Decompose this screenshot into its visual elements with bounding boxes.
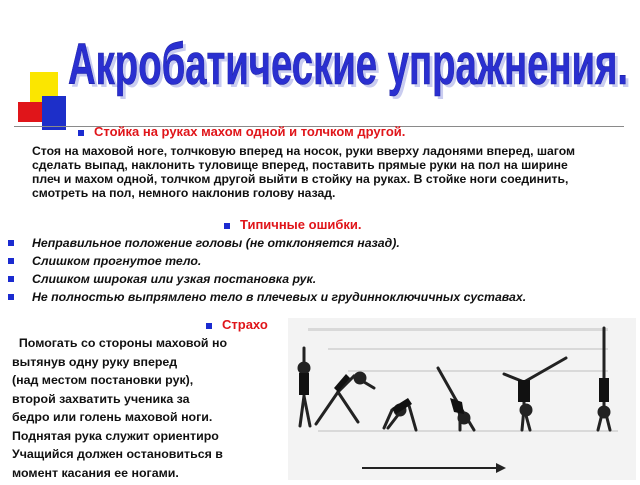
list-item-text: Неправильное положение головы (не отклоняется назад). bbox=[32, 236, 400, 250]
belay-line: (над местом постановки рук), bbox=[12, 373, 194, 387]
belay-line: второй захватить ученика за bbox=[12, 391, 190, 406]
belay-description bbox=[12, 334, 302, 482]
handstand-description: Стоя на маховой ноге, толчковую вперед на носок, руки вверху ладонями вперед, шагом сделать выпад, наклонить туловище вперед, поставить прямые руки на пол на ширине плеч и махом одной, толчком другой выйти в стойку на руках. В стойке ноги соединить, смотреть на пол, немного наклонив голову назад. bbox=[32, 144, 576, 200]
handstand-heading-text: Стойка на руках махом одной и толчком другой. bbox=[94, 124, 406, 139]
list-item bbox=[8, 272, 608, 286]
errors-heading bbox=[224, 217, 362, 232]
belay-line: момент касания ее ногами. bbox=[12, 465, 179, 480]
errors-heading-text: Типичные ошибки. bbox=[240, 217, 362, 232]
bullet-square-icon bbox=[224, 223, 230, 229]
list-item-text: Не полностью выпрямлено тело в плечевых и грудинноключичных суставах. bbox=[32, 290, 527, 304]
list-item-text: Слишком прогнутое тело. bbox=[32, 254, 202, 268]
belay-heading-text: Страхо bbox=[222, 317, 268, 332]
belay-line: Помогать со стороны маховой но bbox=[12, 336, 228, 350]
bullet-square-icon bbox=[8, 276, 14, 282]
belay-line: Поднятая рука служит ориентиро bbox=[12, 428, 219, 443]
slide-title bbox=[60, 6, 636, 106]
belay-line: Учащийся должен остановиться в bbox=[12, 447, 223, 461]
list-item bbox=[8, 236, 608, 250]
title-text: Акробатические упражнения. bbox=[68, 32, 628, 97]
belay-line: бедро или голень маховой ноги. bbox=[12, 410, 213, 424]
list-item bbox=[8, 254, 608, 268]
belay-line: вытянув одну руку вперед bbox=[12, 354, 178, 369]
bullet-square-icon bbox=[8, 240, 14, 246]
handstand-heading bbox=[78, 124, 405, 139]
belay-heading bbox=[206, 317, 268, 332]
list-item-text: Слишком широкая или узкая постановка рук. bbox=[32, 272, 317, 286]
handstand-sequence-illustration bbox=[288, 318, 636, 480]
bullet-square-icon bbox=[78, 130, 84, 136]
list-item bbox=[8, 290, 608, 304]
bullet-square-icon bbox=[206, 323, 212, 329]
errors-list bbox=[8, 236, 608, 308]
title-shadow: Акробатические упражнения. bbox=[71, 35, 631, 100]
bullet-square-icon bbox=[8, 258, 14, 264]
bullet-square-icon bbox=[8, 294, 14, 300]
